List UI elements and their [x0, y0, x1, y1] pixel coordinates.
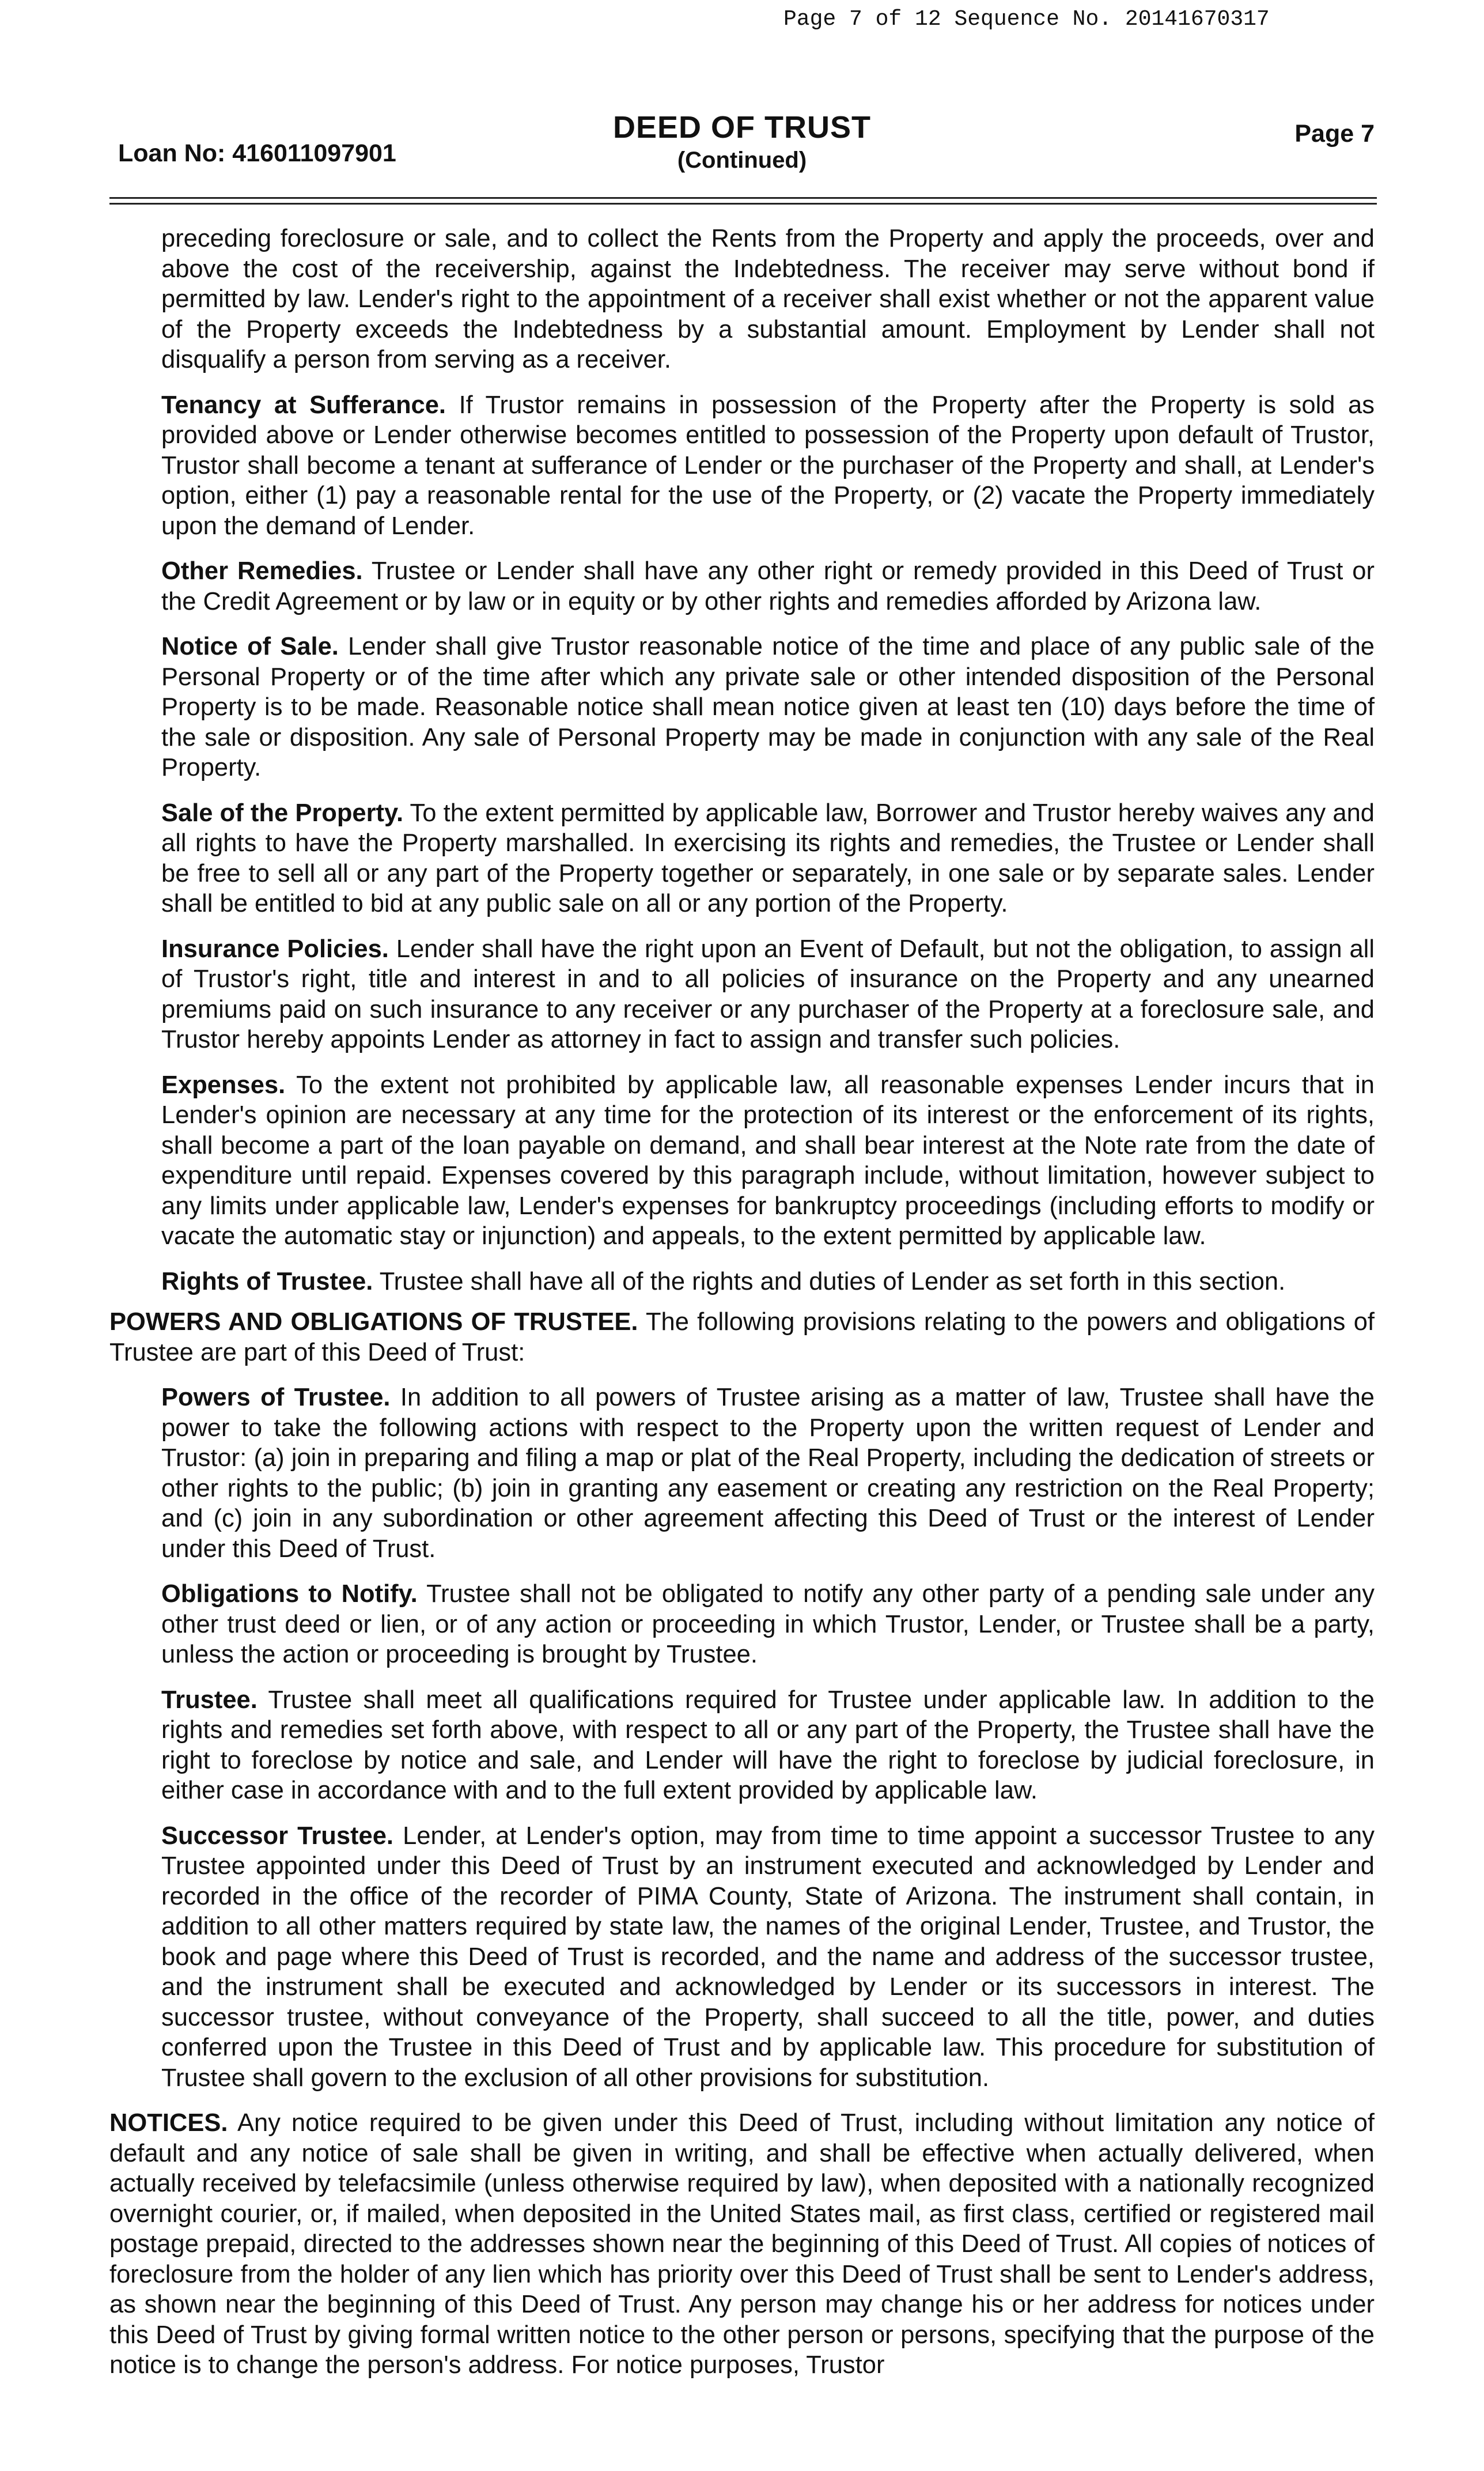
rights-of-trustee-paragraph: [161, 1267, 1375, 1297]
paragraph-text: Any notice required to be given under this Deed of Trust, including without limitation any notice of default and any notice of sale shall be given in writing, and shall be effective when actually delivered, when actually received by telefacsimile (unless otherwise required by law), when deposited with a nationally recognized overnight courier, or, if mailed, when deposited in the United States mail, as first class, certified or registered mail postage prepaid, directed to the addresses shown near the beginning of this Deed of Trust. All copies of notices of foreclosure from the holder of any lien which has priority over this Deed of Trust shall be sent to Lender's address, as shown near the beginning of this Deed of Trust. Any person may change his or her address for notices under this Deed of Trust by giving formal written notice to the other person or persons, specifying that the purpose of the notice is to change the person's address. For notice purposes, Trustor: [109, 2109, 1375, 2379]
trustee-paragraph: [161, 1685, 1375, 1806]
document-header: [0, 104, 1484, 179]
sale-of-property-paragraph: [161, 798, 1375, 919]
section-heading: Rights of Trustee.: [161, 1267, 373, 1295]
powers-and-obligations-paragraph: [109, 1307, 1375, 1367]
successor-trustee-paragraph: [161, 1821, 1375, 2094]
page-number: Page 7: [1294, 120, 1375, 148]
title-block: [0, 109, 1484, 173]
section-heading: Successor Trustee.: [161, 1822, 393, 1850]
paragraph-text: Trustee or Lender shall have any other right or remedy provided in this Deed of Trust or the Credit Agreement or by law or in equity or by other rights and remedies afforded by Arizona law.: [161, 557, 1375, 615]
sequence-line: Page 7 of 12 Sequence No. 20141670317: [783, 7, 1270, 32]
paragraph-text: Lender shall have the right upon an Event of Default, but not the obligation, to assign all of Trustor's right, title and interest in and to all policies of insurance on the Property and any unearned premiums paid on such insurance to any receiver or any purchaser of the Property at a foreclosure sale, and Trustor hereby appoints Lender as attorney in fact to assign and transfer such policies.: [161, 935, 1375, 1053]
paragraph-text: If Trustor remains in possession of the Property after the Property is sold as provided above or Lender otherwise becomes entitled to possession of the Property upon default of Trustor, Trustor shall become a tenant at sufferance of Lender or the purchaser of the Property and shall, at Lender's option, either (1) pay a reasonable rental for the use of the Property, or (2) vacate the Property immediately upon the demand of Lender.: [161, 391, 1375, 540]
section-heading: Powers of Trustee.: [161, 1384, 391, 1411]
powers-of-trustee-paragraph: [161, 1382, 1375, 1564]
section-heading: Notice of Sale.: [161, 633, 339, 660]
section-heading: NOTICES.: [109, 2109, 228, 2137]
document-body: [0, 224, 1484, 2381]
paragraph-text: preceding foreclosure or sale, and to collect the Rents from the Property and apply the proceeds, over and above the cost of the receivership, against the Indebtedness. The receiver may serve without bond if permitted by law. Lender's right to the appointment of a receiver shall exist whether or not the apparent value of the Property exceeds the Indebtedness by a substantial amount. Employment by Lender shall not disqualify a person from serving as a receiver.: [161, 225, 1375, 373]
expenses-paragraph: [161, 1070, 1375, 1252]
paragraph-text: To the extent permitted by applicable law, Borrower and Trustor hereby waives any and all rights to have the Property marshalled. In exercising its rights and remedies, the Trustee or Lender shall be free to sell all or any part of the Property together or separately, in one sale or by separate sales. Lender shall be entitled to bid at any public sale on all or any portion of the Property.: [161, 799, 1375, 917]
section-heading: Trustee.: [161, 1686, 258, 1714]
header-rule-top: [109, 197, 1377, 199]
tenancy-at-sufferance-paragraph: [161, 390, 1375, 542]
paragraph-text: Trustee shall have all of the rights and duties of Lender as set forth in this section.: [379, 1267, 1286, 1295]
paragraph-text: To the extent not prohibited by applicable law, all reasonable expenses Lender incurs that in Lender's opinion are necessary at any time for the protection of its interest or the enforcement of its rights, shall become a part of the loan payable on demand, and shall bear interest at the Note rate from the date of expenditure until repaid. Expenses covered by this paragraph include, without limitation, however subject to any limits under applicable law, Lender's expenses for bankruptcy proceedings (including efforts to modify or vacate the automatic stay or injunction) and appeals, to the extent permitted by applicable law.: [161, 1071, 1375, 1250]
paragraph-text: Lender shall give Trustor reasonable notice of the time and place of any public sale of the Personal Property or of the time after which any private sale or other intended disposition of the Personal Property is to be made. Reasonable notice shall mean notice given at least ten (10) days before the time of the sale or disposition. Any sale of Personal Property may be made in conjunction with any sale of the Real Property.: [161, 633, 1375, 781]
document-title: DEED OF TRUST: [612, 110, 871, 145]
section-heading: Tenancy at Sufferance.: [161, 391, 446, 419]
header-rule-bottom: [109, 203, 1377, 205]
paragraph-text: Trustee shall meet all qualifications required for Trustee under applicable law. In addition to the rights and remedies set forth above, with respect to all or any part of the Property, the Trustee shall have the right to foreclose by notice and sale, and Lender will have the right to foreclose by judicial foreclosure, in either case in accordance with and to the full extent provided by applicable law.: [161, 1686, 1375, 1804]
paragraph-text: Lender, at Lender's option, may from time to time appoint a successor Trustee to any Trustee appointed under this Deed of Trust by an instrument executed and acknowledged by Lender and recorded in the office of the recorder of PIMA County, State of Arizona. The instrument shall contain, in addition to all other matters required by state law, the names of the original Lender, Trustee, and Trustor, the book and page where this Deed of Trust is recorded, and the name and address of the successor trustee, and the instrument shall be executed and acknowledged by Lender or its successors in interest. The successor trustee, without conveyance of the Property, shall succeed to all the title, power, and duties conferred upon the Trustee in this Deed of Trust and by applicable law. This procedure for substitution of Trustee shall govern to the exclusion of all other provisions for substitution.: [161, 1822, 1375, 2092]
loan-number: Loan No: 416011097901: [118, 139, 396, 167]
section-heading: Other Remedies.: [161, 557, 363, 585]
notices-paragraph: [109, 2108, 1375, 2381]
document-subtitle: (Continued): [677, 148, 807, 173]
section-heading: Expenses.: [161, 1071, 286, 1099]
section-heading: Sale of the Property.: [161, 799, 404, 827]
insurance-policies-paragraph: [161, 934, 1375, 1055]
paragraph-text: Trustee shall not be obligated to notify any other party of a pending sale under any other trust deed or lien, or of any action or proceeding in which Trustor, Lender, or Trustee shall be a party, unless the action or proceeding is brought by Trustee.: [161, 1580, 1375, 1668]
receivership-paragraph: [161, 224, 1375, 375]
obligations-to-notify-paragraph: [161, 1579, 1375, 1670]
paragraph-text: The following provisions relating to the powers and obligations of Trustee are part of this Deed of Trust:: [109, 1308, 1375, 1366]
section-heading: POWERS AND OBLIGATIONS OF TRUSTEE.: [109, 1308, 638, 1336]
paragraph-text: In addition to all powers of Trustee arising as a matter of law, Trustee shall have the power to take the following actions with respect to the Property upon the written request of Lender and Trustor: (a) join in preparing and filing a map or plat of the Real Property, including the dedication of streets or other rights to the public; (b) join in granting any easement or creating any restriction on the Real Property; and (c) join in any subordination or other agreement affecting this Deed of Trust or the interest of Lender under this Deed of Trust.: [161, 1384, 1375, 1563]
notice-of-sale-paragraph: [161, 632, 1375, 783]
section-heading: Insurance Policies.: [161, 935, 389, 963]
other-remedies-paragraph: [161, 556, 1375, 617]
section-heading: Obligations to Notify.: [161, 1580, 418, 1608]
